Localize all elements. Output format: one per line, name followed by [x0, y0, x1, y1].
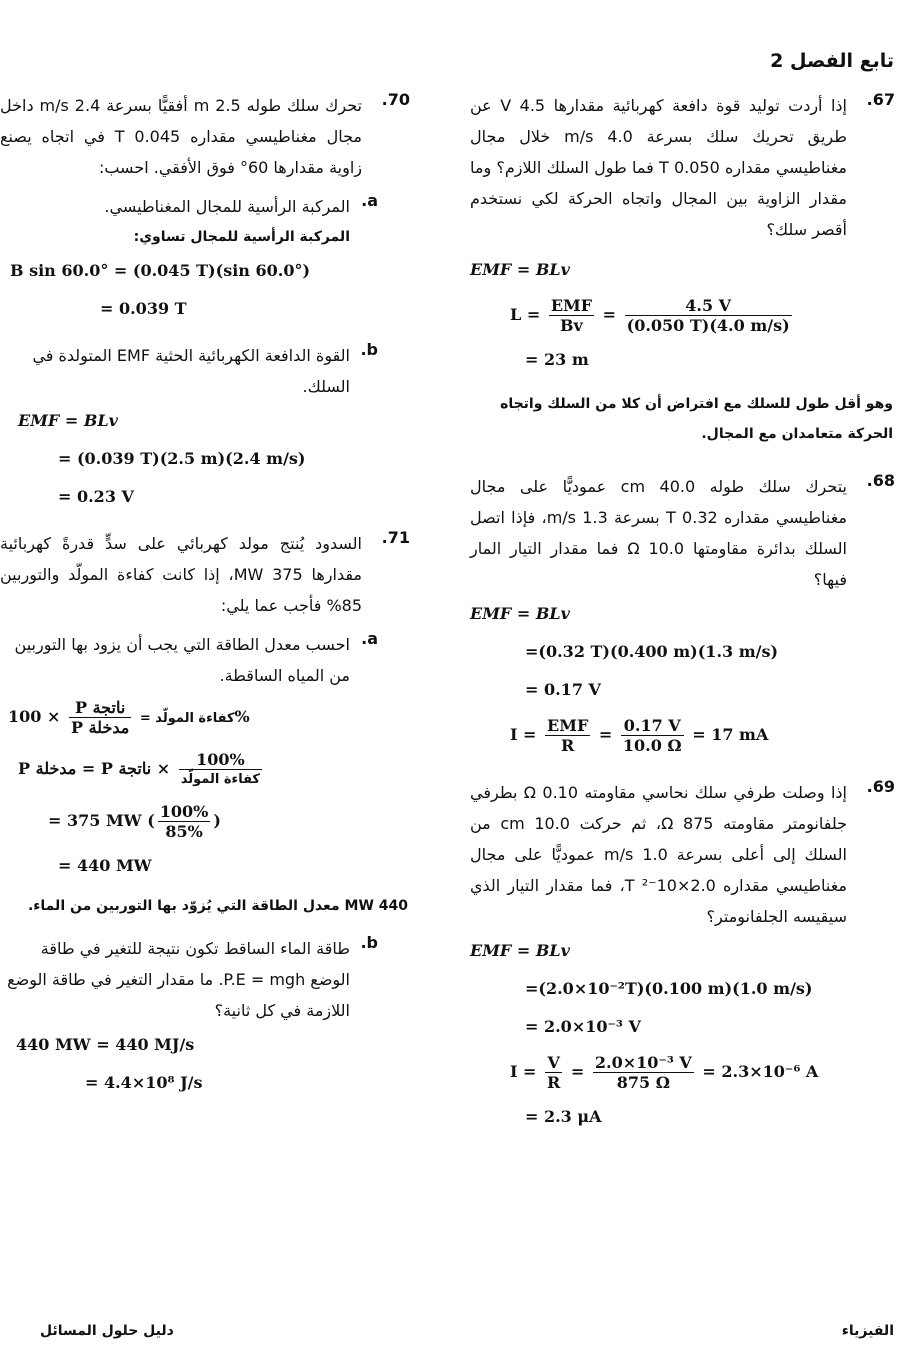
problem-number: .69: [866, 777, 895, 796]
equation: EMF = BLv: [470, 260, 570, 279]
equation: = 2.3 μA: [525, 1107, 602, 1126]
subpart-text: طاقة الماء الساقط تكون نتيجة للتغير في طاقة الوضع P.E = mgh. ما مقدار التغير في طاقة الوضع اللازمة في كل ثانية؟: [7, 939, 350, 1020]
equation: EMF = BLv: [18, 411, 118, 430]
problem-70: [0, 90, 410, 516]
equation: = 0.17 V: [525, 680, 601, 699]
answer-note: وهو أقل طول للسلك مع افتراض أن كلا من السلك واتجاه الحركة متعامدان مع المجال.: [500, 396, 893, 442]
equation: P مدخلة = P ناتجة × $\frac{100\%}{\text{كفاءة المولّد}}$: [18, 750, 260, 787]
problem-text: إذا أردت توليد قوة دافعة كهربائية مقدارها 4.5 V عن طريق تحريك سلك بسرعة 4.0 m/s خلال مجال مغناطيسي مقداره 0.050 T فما طول السلك اللازم؟ وما مقدار الزاوية بين المجال واتجاه الحركة لكي نستخدم أقصر سلك؟: [470, 96, 847, 239]
problem-67: [470, 90, 895, 449]
answer-note: 440 MW معدل الطاقة التي يُزوّد بها التوربين من الماء.: [27, 898, 408, 914]
subpart-letter: .b: [360, 933, 378, 952]
subpart-a: [0, 191, 410, 252]
equation: = 23 m: [525, 350, 589, 369]
subpart-text: المركبة الرأسية للمجال المغناطيسي.: [104, 197, 350, 216]
equation: = 0.23 V: [58, 487, 134, 506]
chapter-header: تابع الفصل 2: [770, 50, 894, 72]
subpart-text: احسب معدل الطاقة التي يجب أن يزود بها التوربين من المياه الساقطة.: [14, 635, 350, 685]
footer-subject: الفيزياء: [841, 1323, 894, 1339]
problem-text: تحرك سلك طوله 2.5 m أفقيًّا بسرعة 2.4 m/s داخل مجال مغناطيسي مقداره 0.045 T في اتجاه يصنع زاوية مقدارها 60° فوق الأفقي. احسب:: [0, 96, 362, 177]
subpart-text: القوة الدافعة الكهربائية الحثية EMF المتولدة في السلك.: [32, 346, 350, 396]
problem-71: [0, 528, 410, 1102]
equation: B sin 60.0° = (0.045 T)(sin 60.0°): [10, 261, 311, 280]
equation: = (0.039 T)(2.5 m)(2.4 m/s): [58, 449, 306, 468]
problem-number: .67: [866, 90, 895, 109]
equation: =(2.0×10⁻²T)(0.100 m)(1.0 m/s): [525, 979, 813, 998]
problem-text: السدود يُنتج مولد كهربائي على سدٍّ قدرةً كهربائية مقدارها 375 MW، إذا كانت كفاءة المولّد والتوربين 85% فأجب عما يلي:: [0, 534, 363, 615]
footer-book-title: دليل حلول المسائل: [40, 1323, 174, 1339]
equation: =(0.32 T)(0.400 m)(1.3 m/s): [525, 642, 779, 661]
equation: EMF = BLv: [470, 604, 570, 623]
problem-text: إذا وصلت طرفي سلك نحاسي مقاومته 0.10 Ω بطرفي جلفانومتر مقاومته 875 Ω، ثم حركت 10.0 cm من السلك إلى أعلى بسرعة 1.0 m/s عموديًّا على مجال مغناطيسي مقداره 2.0×10⁻² T، فما مقدار التيار الذي سيقيسه الجلفانومتر؟: [470, 783, 848, 926]
equation: I = $\frac{\text{EMF}}{R}$ = $\frac{0.17 V}{10.0 \Omega}$ = 17 mA: [510, 716, 769, 755]
subpart-letter: .a: [361, 629, 378, 648]
problem-number: .71: [381, 528, 410, 547]
equation: I = $\frac{V}{R}$ = $\frac{\text{2.0×10⁻³ V}}{875 \Omega}$ = 2.3×10⁻⁶ A: [510, 1053, 819, 1092]
equation: = 0.039 T: [100, 299, 187, 318]
equation: = 440 MW: [58, 856, 152, 875]
problem-number: .70: [381, 90, 410, 109]
equation: L = $\frac{\text{EMF}}{Bv}$ = $\frac{4.5 V}{(0.050 T)(4.0 m/s)}$: [510, 296, 790, 335]
subpart-a: [0, 629, 410, 691]
subpart-letter: .a: [361, 191, 378, 210]
subpart-b: [0, 933, 410, 1026]
subpart-letter: .b: [360, 340, 378, 359]
answer-note: المركبة الرأسية للمجال تساوي:: [133, 229, 350, 245]
problem-number: .68: [866, 471, 895, 490]
subpart-b: [0, 340, 410, 402]
equation: 440 MW = 440 MJ/s: [16, 1035, 195, 1054]
left-column: [0, 90, 410, 1102]
equation: = 2.0×10⁻³ V: [525, 1017, 641, 1036]
equation: = 375 MW ( $\frac{100\%}{85\%}$ ): [48, 802, 221, 841]
problem-69: [470, 777, 895, 1136]
equation: = 4.4×10⁸ J/s: [85, 1073, 203, 1092]
problem-68: [470, 471, 895, 761]
problem-text: يتحرك سلك طوله 40.0 cm عموديًّا على مجال مغناطيسي مقداره 0.32 T بسرعة 1.3 m/s، فإذا اتصل السلك بدائرة مقاومتها 10.0 Ω فما مقدار التيار المار فيها؟: [470, 477, 847, 589]
equation: EMF = BLv: [470, 941, 570, 960]
right-column: [470, 90, 895, 1136]
equation: كفاءة المولّد = $\frac{\text{P ناتجة}}{\text{P مدخلة}}$ × 100%: [8, 698, 250, 737]
